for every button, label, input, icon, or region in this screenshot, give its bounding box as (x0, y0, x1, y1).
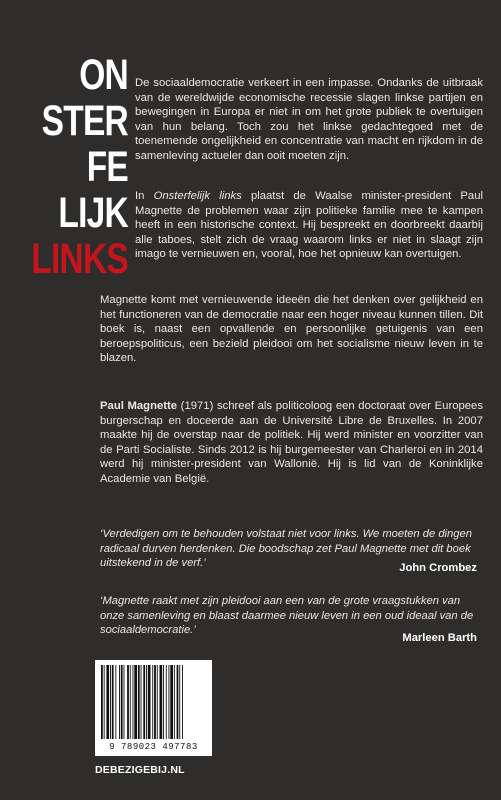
book-title-inline: Onsterfelijk links (153, 190, 242, 202)
author-bio (100, 399, 483, 487)
quote-2-author: Marleen Barth (402, 632, 477, 644)
blurb-paragraph-2-rest: plaatst de Waalse minister-president Paul Magnette de problemen waar zijn politieke familie mee te kampen heeft in een historische context. Hij bespreekt en doorbreekt daarbij alle taboes, stelt zich de vraag waarom links er niet in slaagt zijn imago te vernieuwen en, vooral, hoe het opnieuw kan overtuigen. (135, 190, 483, 261)
blurb-paragraph-2 (135, 189, 483, 262)
blurb-paragraph-3: Magnette komt met vernieuwende ideeën die het denken over gelijkheid en het functioneren van de democratie naar een hoger niveau kunnen tillen. Dit boek is, naast een opvallende en persoonlijke getuigenis van een beroepspoliticus, een bezield pleidooi om het socialisme nieuw leven in te blazen. (100, 294, 483, 365)
blurb-paragraph-2-prefix: In (135, 190, 154, 202)
title-line-5: LINKS (31, 235, 129, 283)
quote-1: ‘Verdedigen om te behouden volstaat niet voor links. We moeten de dingen radicaal durven herdenken. Die boodschap zet Paul Magnette met dit boek uitstekend in de verf.’ (100, 528, 472, 570)
title-line-2: STER (41, 97, 128, 145)
book-title (0, 52, 128, 282)
blurb-paragraph-1: De sociaaldemocratie verkeert in een impasse. Ondanks de uitbraak van de wereldwijde economische recessie slagen linkse partijen en bewegingen in Europa er niet in om het grote publiek te overtuigen van hun belang. Toch zou het linkse gedachtegoed met de toenemende ongelijkheid en concentratie van macht en rijkdom in de samenleving actueler dan ooit moeten zijn. (135, 77, 483, 162)
isbn-barcode (95, 660, 212, 756)
author-bio-text: (1971) schreef als politicoloog een doctoraat over Europees burgerschap en doceerde aan de Université Libre de Bruxelles. In 2007 maakte hij de overstap naar de politiek. Hij werd minister en voorzitter van de Parti Socialiste. Sinds 2012 is hij burgemeester van Charleroi en in 2014 werd hij minister-president van Wallonië. Hij is lid van de Koninklijke Academie van België. (100, 400, 483, 485)
barcode-bars (100, 665, 207, 739)
publisher-url: DEBEZIGEBIJ.NL (95, 764, 185, 776)
title-line-4: LIJK (58, 189, 128, 237)
quote-1-author: John Crombez (399, 562, 477, 574)
author-name: Paul Magnette (100, 400, 178, 412)
quote-2: ‘Magnette raakt met zijn pleidooi aan een van de grote vraagstukken van onze samenleving en blaast daarmee nieuw leven in een oud ideaal van de sociaaldemocratie.’ (100, 595, 474, 637)
title-line-1: ON (79, 51, 128, 99)
isbn-number: 9 789023 497783 (109, 742, 198, 752)
title-line-3: FE (86, 143, 128, 191)
